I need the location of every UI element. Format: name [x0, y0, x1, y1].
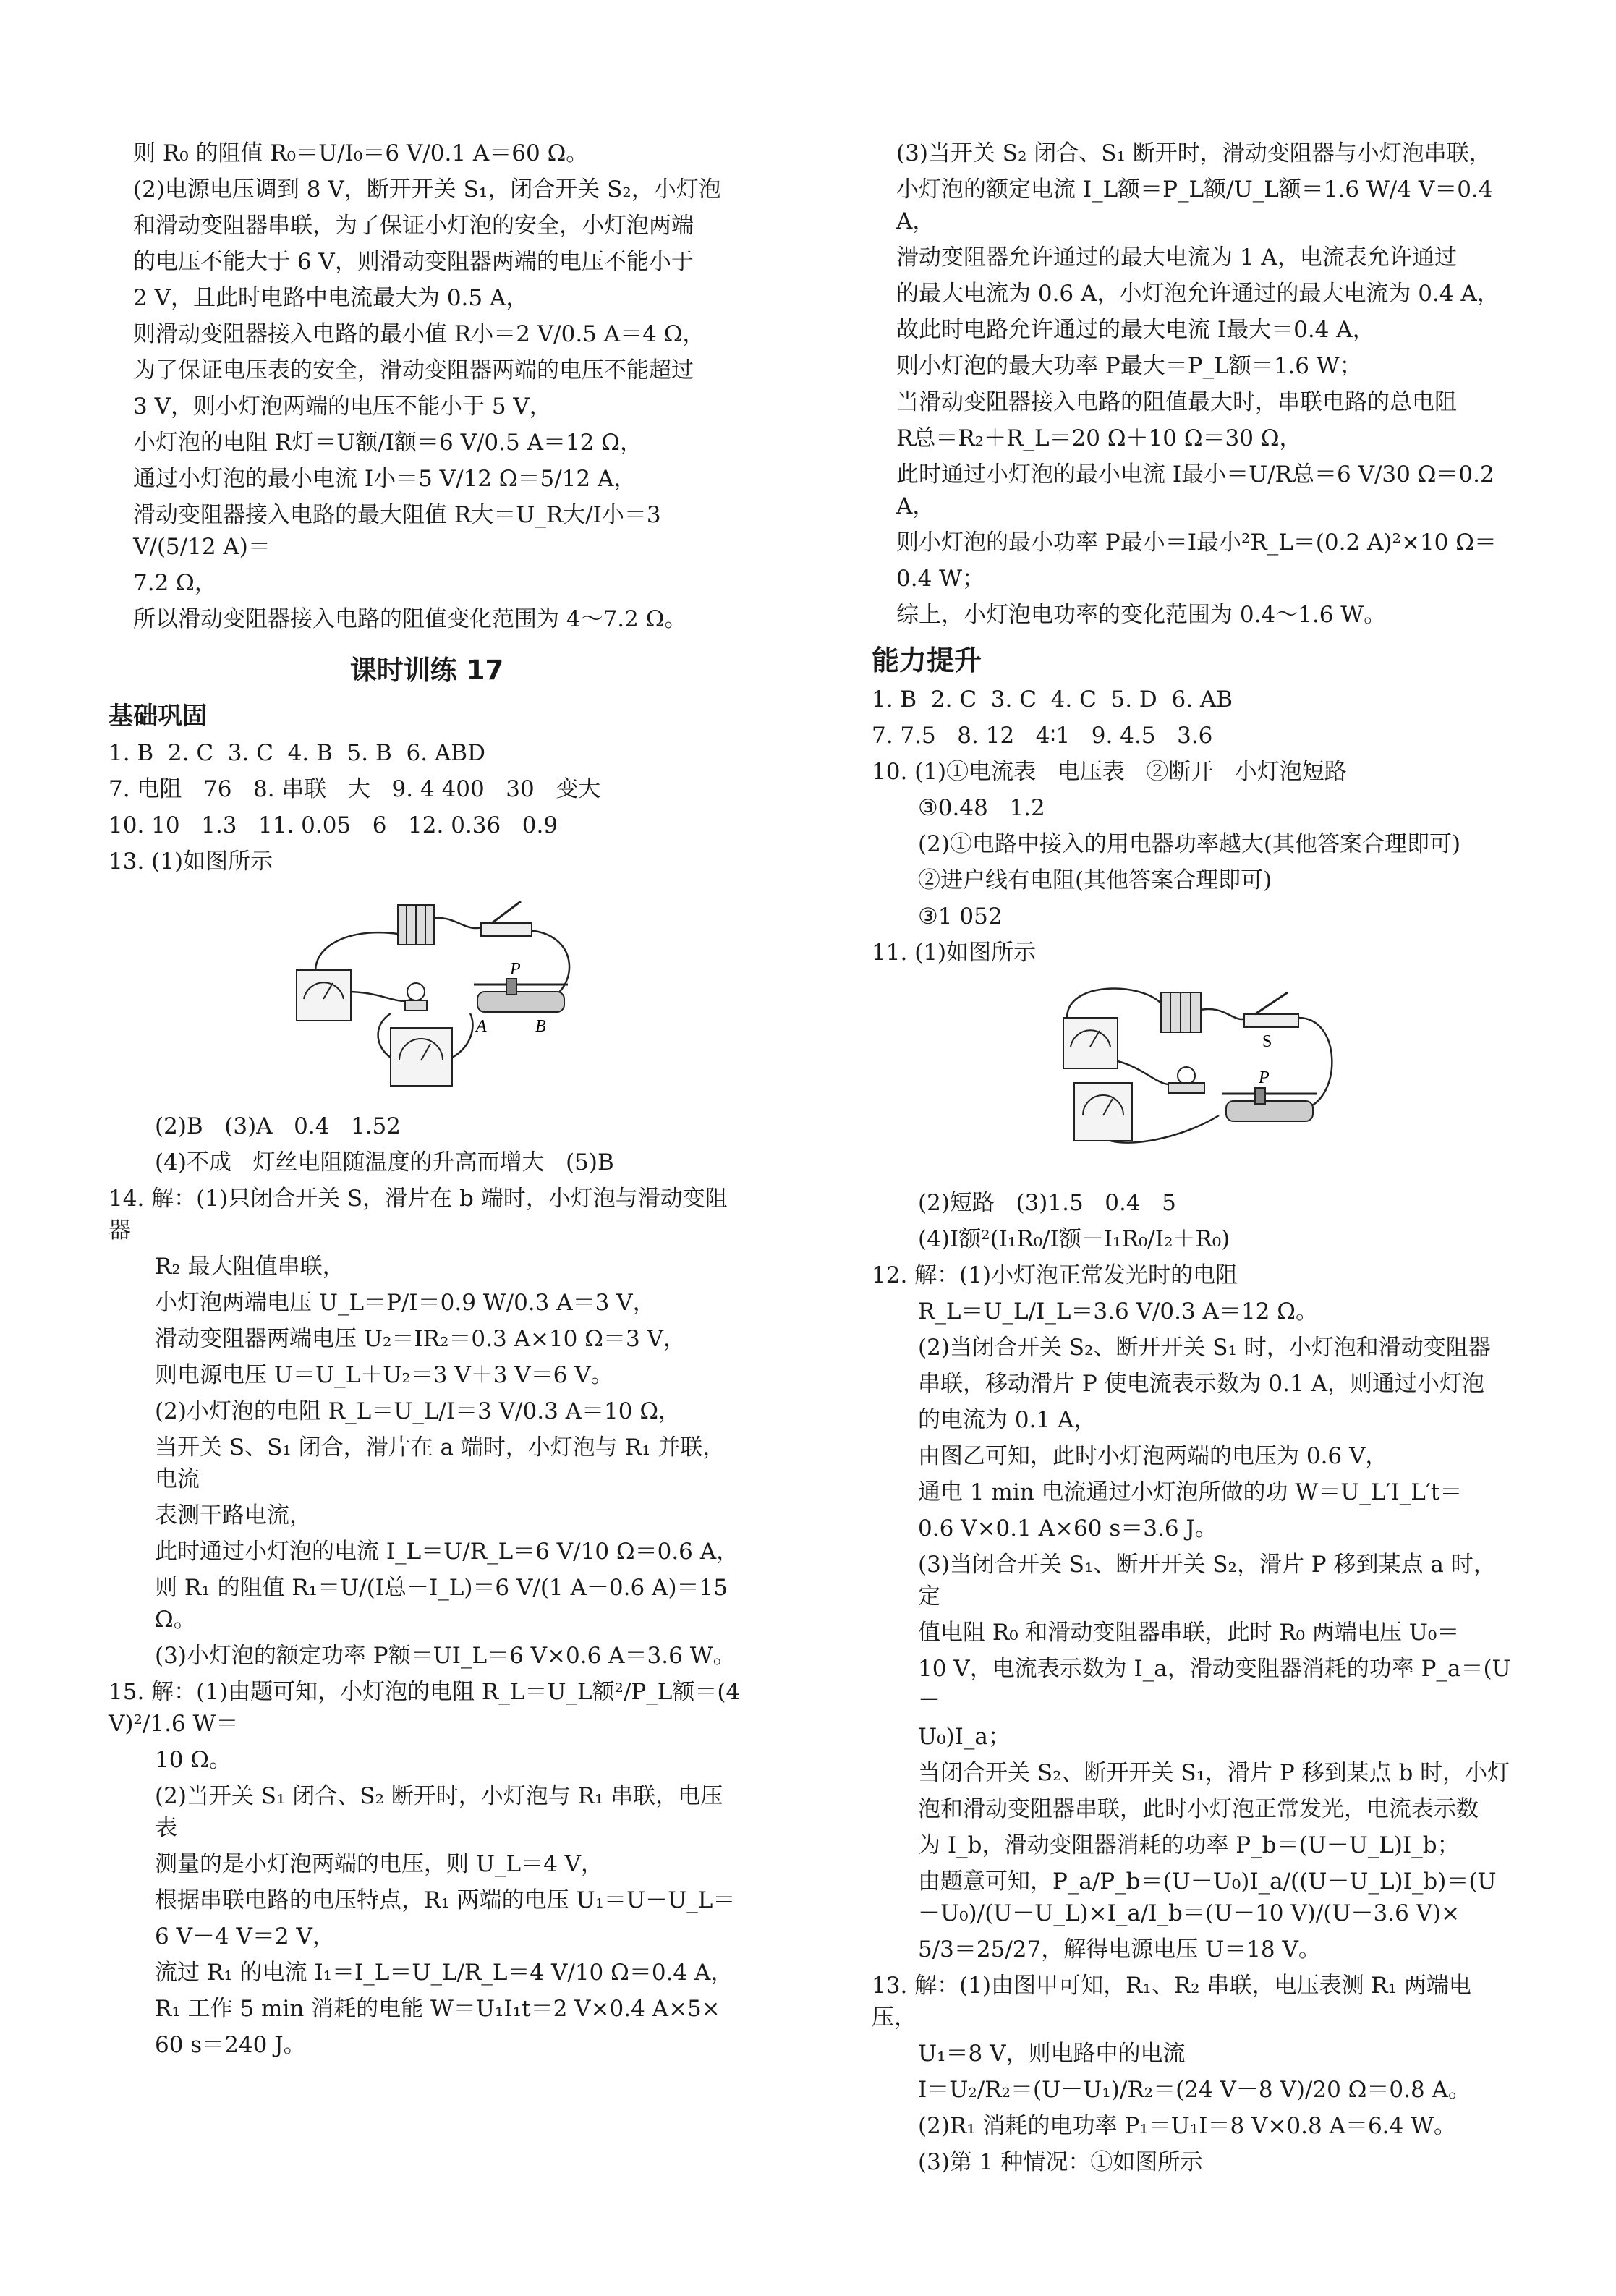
battery-icon	[1161, 992, 1201, 1032]
fig13-label-a: A	[476, 1017, 487, 1036]
text-line: 则小灯泡的最大功率 P最大＝P_L额＝1.6 W；	[896, 353, 1362, 379]
text-line: 表测干路电流，	[155, 1502, 312, 1528]
text-line: (2)电源电压调到 8 V，断开开关 S₁，闭合开关 S₂，小灯泡	[133, 177, 721, 203]
text-line: (3)当闭合开关 S₁、断开开关 S₂，滑片 P 移到某点 a 时，定	[918, 1552, 1496, 1610]
text-line: 泡和滑动变阻器串联，此时小灯泡正常发光，电流表示数	[918, 1796, 1479, 1822]
text-line: 14. 解：(1)只闭合开关 S，滑片在 b 端时，小灯泡与滑动变阻器	[109, 1186, 728, 1243]
text-line: 15. 解：(1)由题可知，小灯泡的电阻 R_L＝U_L额²/P_L额＝(4 V)²/1.6 W＝	[109, 1679, 748, 1737]
left-continuation	[109, 137, 745, 635]
text-line: 0.6 V×0.1 A×60 s＝3.6 J。	[918, 1515, 1217, 1542]
text-line: R₂ 最大阻值串联，	[155, 1254, 345, 1280]
text-line: 10 V，电流表示数为 I_a，滑动变阻器消耗的功率 P_a＝(U－	[918, 1656, 1511, 1714]
text-line: 根据串联电路的电压特点，R₁ 两端的电压 U₁＝U－U_L＝	[155, 1887, 736, 1913]
text-line: (2)R₁ 消耗的电功率 P₁＝U₁I＝8 V×0.8 A＝6.4 W。	[918, 2113, 1456, 2139]
text-line: 当滑动变阻器接入电路的阻值最大时，串联电路的总电阻	[896, 389, 1457, 415]
text-line: 10. (1)①电流表 电压表 ②断开 小灯泡短路	[872, 759, 1347, 785]
text-line: 的最大电流为 0.6 A，小灯泡允许通过的最大电流为 0.4 A，	[896, 281, 1500, 307]
text-line: 故此时电路允许通过的最大电流 I最大＝0.4 A，	[896, 317, 1375, 343]
right-continuation	[872, 137, 1512, 631]
text-line: 11. (1)如图所示	[872, 940, 1037, 966]
switch-icon	[1244, 992, 1298, 1027]
section-heading-basic: 基础巩固	[109, 702, 207, 731]
text-line: 10 Ω。	[155, 1747, 232, 1773]
text-line: 为 I_b，滑动变阻器消耗的功率 P_b＝(U－U_L)I_b；	[918, 1832, 1460, 1858]
right-column	[872, 137, 1512, 2182]
text-line: I＝U₂/R₂＝(U－U₁)/R₂＝(24 V－8 V)/20 Ω＝0.8 A。	[918, 2077, 1471, 2103]
text-line: 和滑动变阻器串联，为了保证小灯泡的安全，小灯泡两端	[133, 213, 694, 239]
text-line: 7. 电阻 76 8. 串联 大 9. 4 400 30 变大	[109, 776, 601, 802]
text-line: (2)①电路中接入的用电器功率越大(其他答案合理即可)	[918, 831, 1461, 857]
text-line: (2)短路 (3)1.5 0.4 5	[918, 1190, 1176, 1216]
figure-11-circuit	[872, 974, 1512, 1177]
text-line: 滑动变阻器两端电压 U₂＝IR₂＝0.3 A×10 Ω＝3 V，	[155, 1326, 686, 1352]
fig13-label-p: P	[510, 960, 521, 979]
text-line: 2 V，且此时电路中电流最大为 0.5 A，	[133, 285, 529, 311]
text-line: R总＝R₂＋R_L＝20 Ω＋10 Ω＝30 Ω，	[896, 425, 1302, 451]
voltmeter-icon	[1063, 1018, 1118, 1068]
bulb-icon	[405, 983, 427, 1011]
text-line: 滑动变阻器允许通过的最大电流为 1 A，电流表允许通过	[896, 245, 1457, 271]
ammeter-icon	[1074, 1083, 1132, 1141]
figure-13-circuit	[109, 883, 745, 1100]
text-line: 串联，移动滑片 P 使电流表示数为 0.1 A，则通过小灯泡	[918, 1371, 1484, 1397]
text-line: 7.2 Ω，	[133, 570, 217, 596]
rheostat-icon	[1222, 1088, 1317, 1121]
text-line: ②进户线有电阻(其他答案合理即可)	[918, 867, 1272, 893]
text-line: 则小灯泡的最小功率 P最小＝I最小²R_L＝(0.2 A)²×10 Ω＝	[896, 530, 1497, 556]
text-line: (4)I额²(I₁R₀/I额－I₁R₀/I₂＋R₀)	[918, 1226, 1230, 1252]
text-line: ③0.48 1.2	[918, 795, 1045, 821]
text-line: 10. 10 1.3 11. 0.05 6 12. 0.36 0.9	[109, 812, 558, 838]
text-line: 的电压不能大于 6 V，则滑动变阻器两端的电压不能小于	[133, 249, 694, 275]
text-line: 小灯泡的电阻 R灯＝U额/I额＝6 V/0.5 A＝12 Ω，	[133, 430, 642, 456]
text-line: 13. 解：(1)由图甲可知，R₁、R₂ 串联，电压表测 R₁ 两端电压，	[872, 1973, 1471, 2031]
text-line: 7. 7.5 8. 12 4∶1 9. 4.5 3.6	[872, 723, 1213, 749]
fig11-label-s: S	[1262, 1032, 1272, 1051]
answers-advanced-cont	[872, 1187, 1512, 2178]
answers-basic	[109, 737, 745, 877]
lesson-title: 课时训练 17	[349, 655, 504, 686]
fig13-label-b: B	[535, 1017, 546, 1036]
text-line: 当开关 S、S₁ 闭合，滑片在 a 端时，小灯泡与 R₁ 并联，电流	[155, 1434, 726, 1492]
text-line: 1. B 2. C 3. C 4. B 5. B 6. ABD	[109, 740, 485, 766]
battery-icon	[398, 905, 434, 945]
text-line: (2)B (3)A 0.4 1.52	[155, 1113, 401, 1139]
text-line: 则 R₁ 的阻值 R₁＝U/(I总－I_L)＝6 V/(1 A－0.6 A)＝15 Ω。	[155, 1575, 735, 1633]
text-line: 5/3＝25/27，解得电源电压 U＝18 V。	[918, 1936, 1321, 1963]
text-line: 此时通过小灯泡的电流 I_L＝U/R_L＝6 V/10 Ω＝0.6 A，	[155, 1539, 739, 1565]
fig11-label-p: P	[1259, 1068, 1270, 1087]
text-line: 0.4 W；	[896, 566, 985, 592]
voltmeter-icon	[297, 970, 351, 1021]
switch-icon	[481, 901, 532, 936]
text-line: 则滑动变阻器接入电路的最小值 R小＝2 V/0.5 A＝4 Ω，	[133, 321, 705, 347]
text-line: 此时通过小灯泡的最小电流 I最小＝U/R总＝6 V/30 Ω＝0.2 A，	[896, 462, 1502, 519]
text-line: 13. (1)如图所示	[109, 849, 273, 875]
text-line: 流过 R₁ 的电流 I₁＝I_L＝U_L/R_L＝4 V/10 Ω＝0.4 A，	[155, 1960, 733, 1986]
text-line: 综上，小灯泡电功率的变化范围为 0.4～1.6 W。	[896, 602, 1387, 628]
text-line: 通电 1 min 电流通过小灯泡所做的功 W＝U_L′I_L′t＝	[918, 1479, 1463, 1505]
text-line: 当闭合开关 S₂、断开开关 S₁，滑片 P 移到某点 b 时，小灯	[918, 1760, 1510, 1786]
text-line: 所以滑动变阻器接入电路的阻值变化范围为 4～7.2 Ω。	[133, 606, 687, 632]
text-line: (2)小灯泡的电阻 R_L＝U_L/I＝3 V/0.3 A＝10 Ω，	[155, 1398, 681, 1424]
text-line: 6 V－4 V＝2 V，	[155, 1923, 335, 1950]
bulb-icon	[1168, 1067, 1204, 1093]
text-line: 3 V，则小灯泡两端的电压不能小于 5 V，	[133, 394, 552, 420]
text-line: U₀)I_a；	[918, 1724, 1011, 1750]
text-line: 通过小灯泡的最小电流 I小＝5 V/12 Ω＝5/12 A，	[133, 466, 637, 492]
text-line: 则电源电压 U＝U_L＋U₂＝3 V＋3 V＝6 V。	[155, 1362, 613, 1388]
text-line: R_L＝U_L/I_L＝3.6 V/0.3 A＝12 Ω。	[918, 1298, 1318, 1325]
answers-basic-cont	[109, 1110, 748, 2061]
text-line: 12. 解：(1)小灯泡正常发光时的电阻	[872, 1262, 1238, 1288]
text-line: 的电流为 0.1 A，	[918, 1407, 1097, 1433]
text-line: ③1 052	[918, 903, 1003, 930]
section-heading-advanced: 能力提升	[872, 645, 982, 676]
text-line: 小灯泡的额定电流 I_L额＝P_L额/U_L额＝1.6 W/4 V＝0.4 A，	[896, 177, 1500, 234]
ammeter-icon	[391, 1028, 452, 1086]
text-line: (3)第 1 种情况：①如图所示	[918, 2149, 1203, 2175]
text-line: 由图乙可知，此时小灯泡两端的电压为 0.6 V，	[918, 1443, 1388, 1469]
text-line: 小灯泡两端电压 U_L＝P/I＝0.9 W/0.3 A＝3 V，	[155, 1290, 655, 1316]
text-line: (4)不成 灯丝电阻随温度的升高而增大 (5)B	[155, 1149, 614, 1175]
text-line: U₁＝8 V，则电路中的电流	[918, 2041, 1186, 2067]
text-line: R₁ 工作 5 min 消耗的电能 W＝U₁I₁t＝2 V×0.4 A×5×	[155, 1996, 720, 2022]
left-column	[109, 137, 748, 2065]
text-line: 滑动变阻器接入电路的最大阻值 R大＝U_R大/I小＝3 V/(5/12 A)＝	[133, 502, 668, 560]
text-line: 由题意可知，P_a/P_b＝(U－U₀)I_a/((U－U_L)I_b)＝(U－U₀)/(U－U_L)×I_a/I_b＝(U－10 V)/(U－3.6 V)×	[918, 1868, 1497, 1926]
text-line: 为了保证电压表的安全，滑动变阻器两端的电压不能超过	[133, 357, 694, 383]
text-line: 1. B 2. C 3. C 4. C 5. D 6. AB	[872, 686, 1233, 713]
text-line: (2)当闭合开关 S₂、断开开关 S₁ 时，小灯泡和滑动变阻器	[918, 1335, 1491, 1361]
text-line: 值电阻 R₀ 和滑动变阻器串联，此时 R₀ 两端电压 U₀＝	[918, 1620, 1460, 1646]
text-line: 测量的是小灯泡两端的电压，则 U_L＝4 V，	[155, 1851, 604, 1877]
text-line: (2)当开关 S₁ 闭合、S₂ 断开时，小灯泡与 R₁ 串联，电压表	[155, 1783, 723, 1841]
text-line: (3)小灯泡的额定功率 P额＝UI_L＝6 V×0.6 A＝3.6 W。	[155, 1643, 736, 1669]
text-line: (3)当开关 S₂ 闭合、S₁ 断开时，滑动变阻器与小灯泡串联，	[896, 140, 1492, 166]
text-line: 60 s＝240 J。	[155, 2032, 306, 2058]
answers-advanced	[872, 684, 1512, 969]
text-line: 则 R₀ 的阻值 R₀＝U/I₀＝6 V/0.1 A＝60 Ω。	[133, 140, 589, 166]
rheostat-icon	[474, 979, 568, 1012]
